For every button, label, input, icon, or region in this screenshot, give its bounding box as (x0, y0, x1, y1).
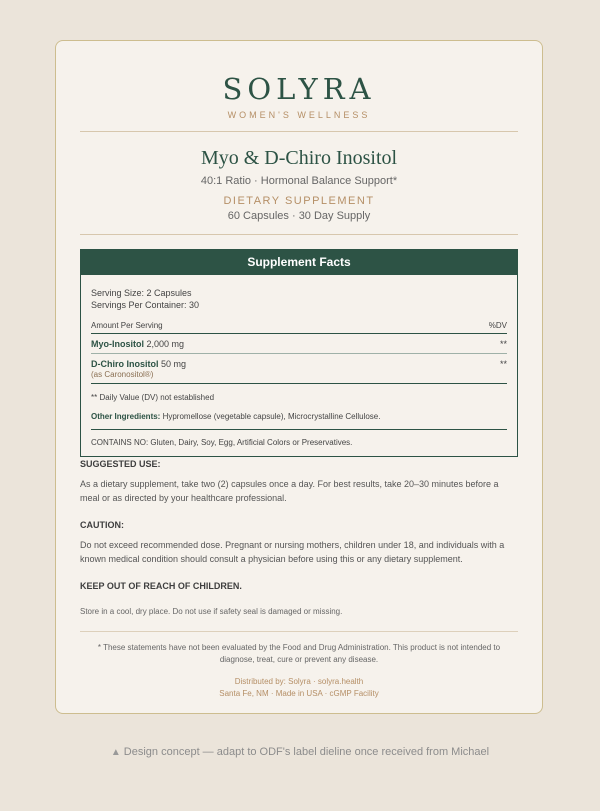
product-count: 60 Capsules · 30 Day Supply (227, 210, 371, 222)
distributor-info (80, 676, 518, 700)
servings-per-container: Servings Per Container: 30 (91, 300, 200, 310)
product-subtitle: 40:1 Ratio · Hormonal Balance Support* (200, 175, 398, 187)
amount-header: Amount Per Serving (91, 321, 163, 330)
suggested-use-title: SUGGESTED USE: (80, 459, 161, 469)
ingredient-amount: 50 mg (161, 359, 187, 369)
brand-name: SOLYRA (222, 72, 376, 106)
dv-note: ** Daily Value (DV) not established (91, 393, 215, 402)
distributor-line: Santa Fe, NM · Made in USA · cGMP Facility (219, 689, 379, 698)
other-ingredients-text: Hypromellose (vegetable capsule), Microcrystalline Cellulose. (162, 412, 381, 421)
design-note-text: Design concept — adapt to ODF's label dieline once received from Michael (123, 746, 490, 758)
dv-header: %DV (488, 321, 507, 330)
ingredient-amount: 2,000 mg (146, 339, 185, 349)
ingredient-name: D-Chiro Inositol (91, 359, 159, 369)
fda-disclaimer: * These statements have not been evaluated by the Food and Drug Administration. This product is not intended to diagnose, treat, cure or prevent any disease. (97, 643, 501, 664)
serving-size: Serving Size: 2 Capsules (91, 288, 192, 298)
divider (80, 131, 518, 132)
product-type: DIETARY SUPPLEMENT (223, 195, 375, 207)
divider (80, 234, 518, 235)
ingredient-dv: ** (499, 339, 507, 349)
distributor-line: Distributed by: Solyra · solyra.health (234, 677, 364, 686)
ingredient-source: (as Caronositol®) (91, 370, 154, 379)
supplement-facts-panel (80, 249, 518, 457)
ingredient-name: Myo-Inositol (91, 339, 144, 349)
caution-text: Do not exceed recommended dose. Pregnant or nursing mothers, children under 18, and individuals with a known medical condition should consult a physician before using this or any dietary supplement. (80, 540, 505, 564)
suggested-use-text: As a dietary supplement, take two (2) capsules once a day. For best results, take 20–30 minutes before a meal or as directed by your healthcare professional. (80, 479, 499, 503)
ingredient-dv: ** (499, 359, 507, 369)
facts-title: Supplement Facts (81, 250, 517, 275)
amount-header-row (91, 320, 507, 334)
product-name: Myo & D-Chiro Inositol (200, 147, 398, 169)
other-ingredients (91, 411, 507, 430)
design-note (0, 745, 600, 760)
other-ingredients-label: Other Ingredients: (91, 412, 161, 421)
ingredient-row (91, 354, 507, 384)
divider (80, 631, 518, 632)
brand-tagline: WOMEN'S WELLNESS (227, 110, 371, 120)
arrow-up-icon: ▲ (110, 747, 121, 758)
caution-title: CAUTION: (80, 520, 124, 530)
keep-out-warning: KEEP OUT OF REACH OF CHILDREN. (80, 581, 242, 591)
storage-text: Store in a cool, dry place. Do not use if safety seal is damaged or missing. (80, 607, 343, 616)
supplement-label (55, 40, 543, 714)
ingredient-row (91, 334, 507, 354)
contains-no: CONTAINS NO: Gluten, Dairy, Soy, Egg, Artificial Colors or Preservatives. (91, 438, 353, 447)
